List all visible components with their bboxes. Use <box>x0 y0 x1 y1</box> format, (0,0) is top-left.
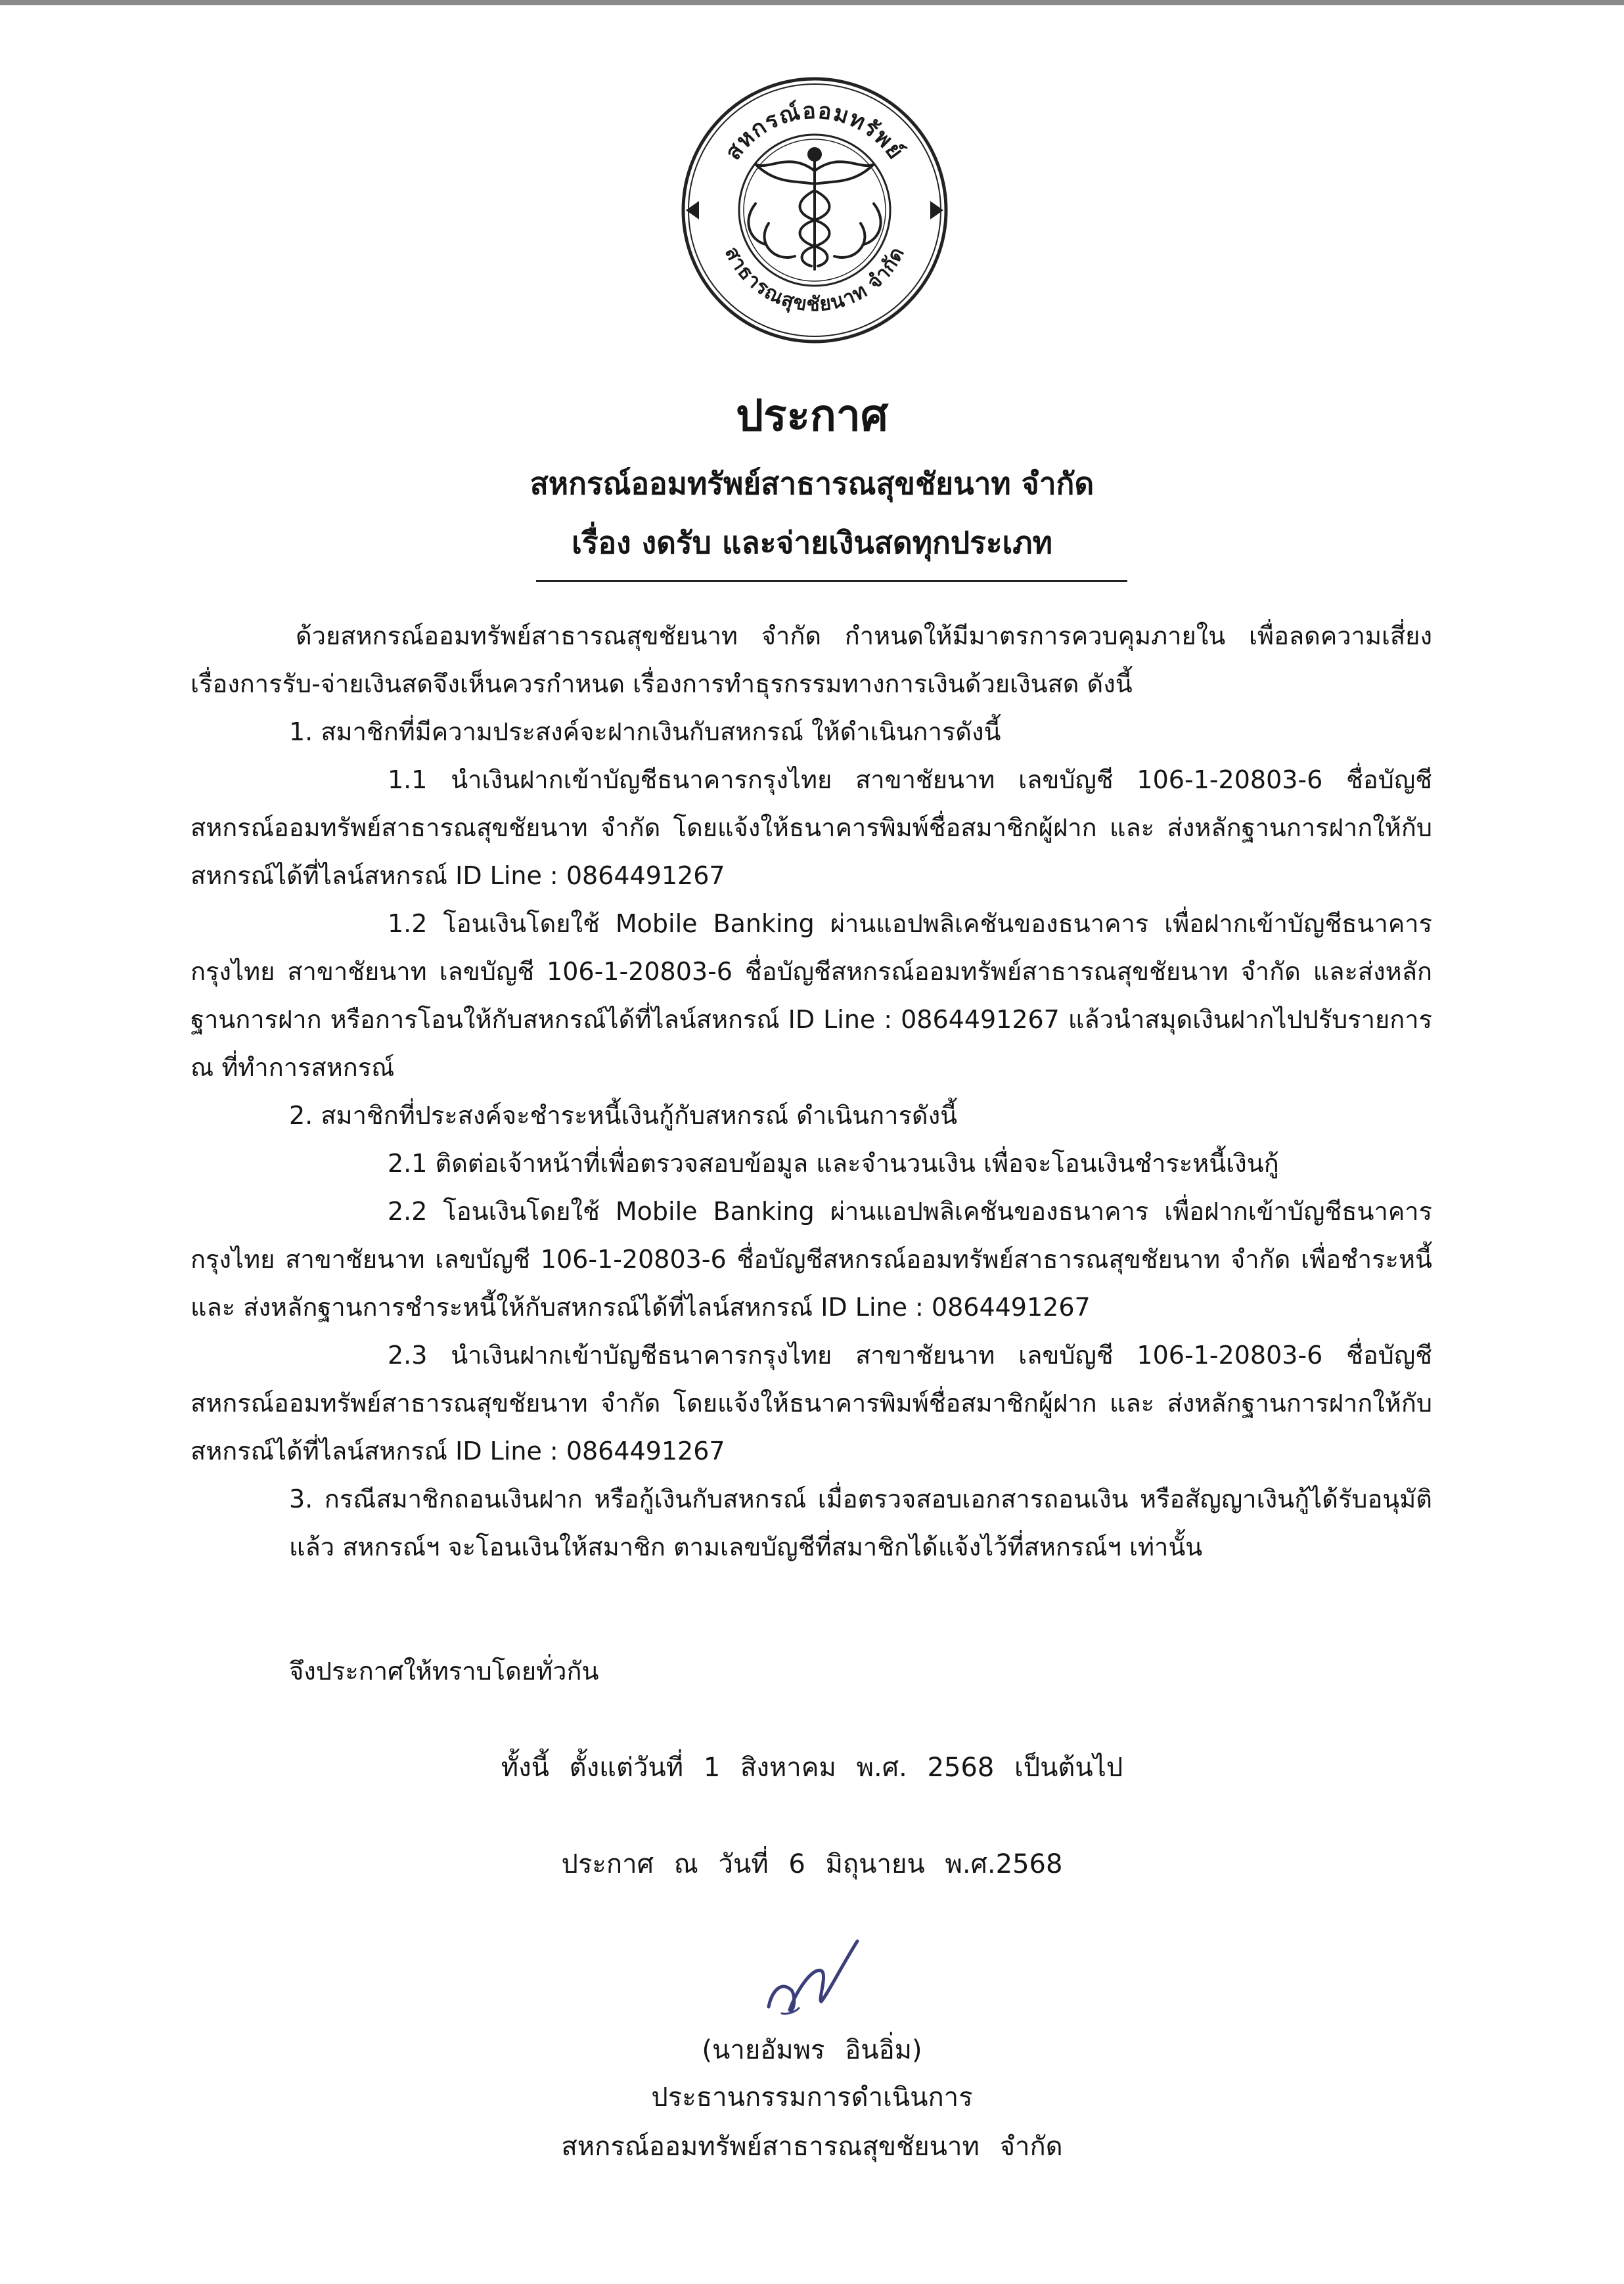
item-2-1: 2.1 ติดต่อเจ้าหน้าที่เพื่อตรวจสอบข้อมูล และจำนวนเงิน เพื่อจะโอนเงินชำระหนี้เงินกู้ <box>388 1149 1279 1178</box>
scan-top-border <box>0 0 1624 5</box>
signatory-name: (นายอัมพร อินอิ่ม) <box>702 2035 922 2065</box>
signatory-organization: สหกรณ์ออมทรัพย์สาธารณสุขชัยนาท จำกัด <box>561 2132 1063 2162</box>
item-1-2: 1.2 โอนเงินโดยใช้ Mobile Banking ผ่านแอปพลิเคชันของธนาคาร เพื่อฝากเข้าบัญชีธนาคารกรุงไทย สาขาชัยนาท เลขบัญชี 106-1-20803-6 ชื่อบัญชีสหกรณ์ออมทรัพย์สาธารณสุขชัยนาท จำกัด และส่งหลักฐานการฝาก หรือการโอนให้กับสหกรณ์ได้ที่ไลน์สหกรณ์ ID Line : 0864491267 แล้วนำสมุดเงินฝากไปปรับรายการ ณ ที่ทำการสหกรณ์ <box>191 909 1432 1082</box>
effective-date: ทั้งนี้ ตั้งแต่วันที่ 1 สิงหาคม พ.ศ. 2568 เป็นต้นไป <box>501 1753 1123 1783</box>
svg-text:สาธารณสุขชัยนาท จำกัด: สาธารณสุขชัยนาท จำกัด <box>719 243 910 317</box>
announced-date: ประกาศ ณ วันที่ 6 มิถุนายน พ.ศ.2568 <box>561 1849 1063 1879</box>
svg-text:สหกรณ์ออมทรัพย์: สหกรณ์ออมทรัพย์ <box>719 97 910 166</box>
item-3: 3. กรณีสมาชิกถอนเงินฝาก หรือกู้เงินกับสหกรณ์ เมื่อตรวจสอบเอกสารถอนเงิน หรือสัญญาเงินกู้ได้รับอนุมัติแล้ว สหกรณ์ฯ จะโอนเงินให้สมาชิก ตามเลขบัญชีที่สมาชิกได้แจ้งไว้ที่สหกรณ์ฯ เท่านั้น <box>289 1485 1432 1561</box>
item-1-1: 1.1 นำเงินฝากเข้าบัญชีธนาคารกรุงไทย สาขาชัยนาท เลขบัญชี 106-1-20803-6 ชื่อบัญชีสหกรณ์ออมทรัพย์สาธารณสุขชัยนาท จำกัด โดยแจ้งให้ธนาคารพิมพ์ชื่อสมาชิกผู้ฝาก และ ส่งหลักฐานการฝากให้กับสหกรณ์ได้ที่ไลน์สหกรณ์ ID Line : 0864491267 <box>191 765 1432 890</box>
closing-block <box>191 1647 1432 1695</box>
title-underline <box>536 580 1127 582</box>
announce-statement: จึงประกาศให้ทราบโดยทั่วกัน <box>289 1657 599 1686</box>
signatory-position: ประธานกรรมการดำเนินการ <box>651 2082 973 2113</box>
item-2-2: 2.2 โอนเงินโดยใช้ Mobile Banking ผ่านแอปพลิเคชันของธนาคาร เพื่อฝากเข้าบัญชีธนาคารกรุงไทย สาขาชัยนาท เลขบัญชี 106-1-20803-6 ชื่อบัญชีสหกรณ์ออมทรัพย์สาธารณสุขชัยนาท จำกัด เพื่อชำระหนี้และ ส่งหลักฐานการชำระหนี้ให้กับสหกรณ์ได้ที่ไลน์สหกรณ์ ID Line : 0864491267 <box>191 1197 1432 1322</box>
intro-paragraph: ด้วยสหกรณ์ออมทรัพย์สาธารณสุขชัยนาท จำกัด กำหนดให้มีมาตรการควบคุมภายใน เพื่อลดความเสี่ยง เรื่องการรับ-จ่ายเงินสดจึงเห็นควรกำหนด เรื่องการทำธุรกรรมทางการเงินด้วยเงินสด ดังนี้ <box>191 621 1432 698</box>
announcement-subject: เรื่อง งดรับ และจ่ายเงินสดทุกประเภท <box>572 525 1052 560</box>
organization-name: สหกรณ์ออมทรัพย์สาธารณสุขชัยนาท จำกัด <box>530 466 1094 501</box>
handwritten-signature <box>756 1928 874 2026</box>
item-2: 2. สมาชิกที่ประสงค์จะชำระหนี้เงินกู้กับสหกรณ์ ดำเนินการดังนี้ <box>289 1101 958 1130</box>
cooperative-seal-logo <box>677 72 953 348</box>
announcement-body <box>191 612 1432 1571</box>
announcement-title: ประกาศ <box>736 390 888 441</box>
item-1: 1. สมาชิกที่มีความประสงค์จะฝากเงินกับสหกรณ์ ให้ดำเนินการดังนี้ <box>289 717 1001 746</box>
item-2-3: 2.3 นำเงินฝากเข้าบัญชีธนาคารกรุงไทย สาขาชัยนาท เลขบัญชี 106-1-20803-6 ชื่อบัญชีสหกรณ์ออมทรัพย์สาธารณสุขชัยนาท จำกัด โดยแจ้งให้ธนาคารพิมพ์ชื่อสมาชิกผู้ฝาก และ ส่งหลักฐานการฝากให้กับสหกรณ์ได้ที่ไลน์สหกรณ์ ID Line : 0864491267 <box>191 1341 1432 1466</box>
